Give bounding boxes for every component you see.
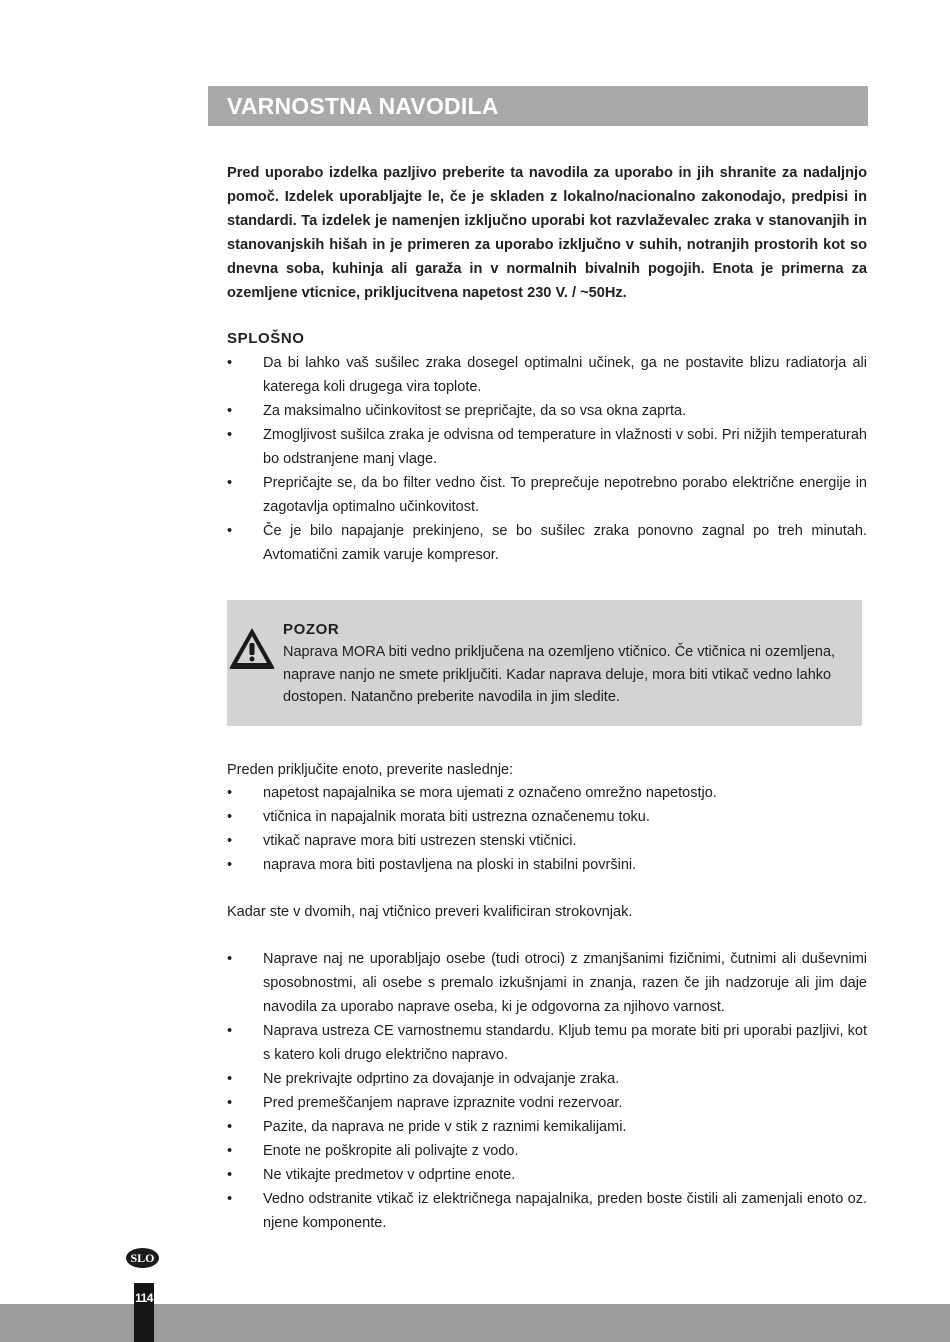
list-item-text: vtikač naprave mora biti ustrezen stenski vtičnici.: [263, 833, 577, 849]
bullet-icon: •: [227, 857, 233, 873]
warning-box: [227, 600, 862, 726]
list-item-text: Naprave naj ne uporabljajo osebe (tudi otroci) z zmanjšanimi fizičnimi, čutnimi ali duševnimi sposobnostmi, ali osebe s premalo izkušnjami in znanja, razen če jih nadzoruje ali jim daje navodila za uporabo naprave oseba, ki je odgovorna za njihovo varnost.: [263, 951, 867, 1015]
bullet-icon: •: [227, 523, 233, 539]
list-item: [227, 853, 867, 877]
check-intro: Preden priključite enoto, preverite naslednje:: [227, 762, 514, 778]
list-item-text: napetost napajalnika se mora ujemati z označeno omrežno napetostjo.: [263, 785, 717, 801]
list-item: [227, 1091, 867, 1115]
list-item-text: Ne vtikajte predmetov v odprtine enote.: [263, 1167, 516, 1183]
list-item: [227, 1067, 867, 1091]
page-title: VARNOSTNA NAVODILA: [227, 93, 499, 119]
list-item-text: Enote ne poškropite ali polivajte z vodo.: [263, 1143, 519, 1159]
bullet-icon: •: [227, 427, 233, 443]
bullet-icon: •: [227, 951, 233, 967]
bullet-icon: •: [227, 809, 233, 825]
bullet-icon: •: [227, 1191, 233, 1207]
intro-paragraph: Pred uporabo izdelka pazljivo preberite ta navodila za uporabo in jih shranite za nadaljnjo pomoč. Izdelek uporabljajte le, če je skladen z lokalno/nacionalno zakonodajo, predpisi in standardi. Ta izdelek je namenjen izključno uporabi kot razvlaževalec zraka v stanovanjih in stanovanjskih hišah in je primeren za uporabo izključno v suhih, notranjih prostorih kot so dnevna soba, kuhinja ali garaža in v normalnih bivalnih pogojih. Enota je primerna za ozemljene vticnice, priklјucitvena napetost 230 V. / ~50Hz.: [227, 165, 867, 301]
list-item: [227, 947, 867, 1019]
language-badge: SLO: [126, 1248, 159, 1268]
list-item: [227, 1187, 867, 1235]
list-item-text: Vedno odstranite vtikač iz električnega napajalnika, preden boste čistili ali zamenjali enoto oz. njene komponente.: [263, 1191, 867, 1231]
bullet-icon: •: [227, 355, 233, 371]
warning-text: Naprava MORA biti vedno priključena na ozemljeno vtičnico. Če vtičnica ni ozemljena, naprave nanjo ne smete priključiti. Kadar naprava deluje, mora biti vtikač vedno lahko dostopen. Natančno preberite navodila in jim sledite.: [283, 644, 836, 705]
list-item: [227, 1019, 867, 1067]
bullet-icon: •: [227, 1095, 233, 1111]
list-item-text: vtičnica in napajalnik morata biti ustrezna označenemu toku.: [263, 809, 650, 825]
list-item: [227, 423, 867, 471]
list-item: [227, 399, 867, 423]
bullet-icon: •: [227, 1167, 233, 1183]
warning-triangle-icon: [227, 625, 277, 671]
warning-heading: POZOR: [283, 621, 340, 638]
bullet-icon: •: [227, 833, 233, 849]
list-item: [227, 351, 867, 399]
bullet-icon: •: [227, 403, 233, 419]
safety-list: [227, 947, 867, 1235]
list-item: [227, 829, 867, 853]
list-item-text: Da bi lahko vaš sušilec zraka dosegel optimalni učinek, ga ne postavite blizu radiatorja ali katerega koli drugega vira toplote.: [263, 355, 867, 395]
list-item-text: Naprava ustreza CE varnostnemu standardu. Kljub temu pa morate biti pri uporabi pazljivi, kot s katero koli drugo električno napravo.: [263, 1023, 867, 1063]
list-item: [227, 1139, 867, 1163]
list-item: [227, 1115, 867, 1139]
bullet-icon: •: [227, 1071, 233, 1087]
list-item: [227, 781, 867, 805]
list-item: [227, 1163, 867, 1187]
list-item: [227, 805, 867, 829]
bullet-icon: •: [227, 1143, 233, 1159]
check-list: [227, 781, 867, 877]
section-title-bar: [208, 86, 868, 126]
list-item-text: Pazite, da naprava ne pride v stik z raznimi kemikalijami.: [263, 1119, 627, 1135]
bullet-icon: •: [227, 475, 233, 491]
bullet-icon: •: [227, 1023, 233, 1039]
doubt-note: Kadar ste v dvomih, naj vtičnico preveri kvalificiran strokovnjak.: [227, 904, 633, 920]
general-list: [227, 351, 867, 567]
page-number: 114: [135, 1291, 153, 1305]
general-heading: SPLOŠNO: [227, 330, 305, 347]
list-item-text: Ne prekrivajte odprtino za dovajanje in odvajanje zraka.: [263, 1071, 620, 1087]
bullet-icon: •: [227, 1119, 233, 1135]
list-item: [227, 519, 867, 567]
list-item-text: Za maksimalno učinkovitost se prepričajte, da so vsa okna zaprta.: [263, 403, 687, 419]
list-item-text: Zmogljivost sušilca zraka je odvisna od temperature in vlažnosti v sobi. Pri nižjih temperaturah bo odstranjene manj vlage.: [263, 427, 867, 467]
list-item-text: Če je bilo napajanje prekinjeno, se bo sušilec zraka ponovno zagnal po treh minutah. Avtomatični zamik varuje kompresor.: [263, 523, 867, 563]
bullet-icon: •: [227, 785, 233, 801]
list-item-text: Pred premeščanjem naprave izpraznite vodni rezervoar.: [263, 1095, 623, 1111]
list-item-text: Prepričajte se, da bo filter vedno čist. To preprečuje nepotrebno porabo električne energije in zagotavlja optimalno učinkovitost.: [263, 475, 867, 515]
list-item-text: naprava mora biti postavljena na ploski in stabilni površini.: [263, 857, 637, 873]
list-item: [227, 471, 867, 519]
